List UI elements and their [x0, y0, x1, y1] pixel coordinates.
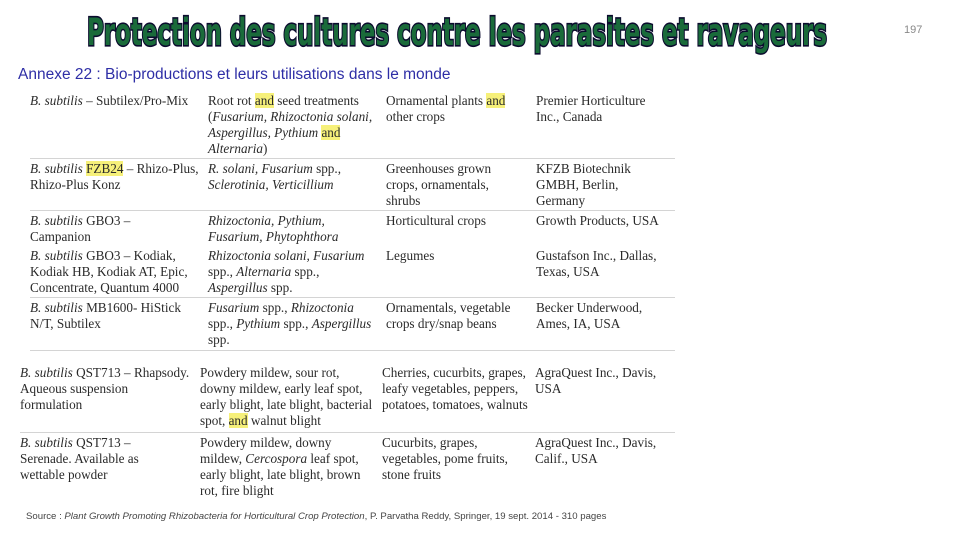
cell-text: Rhizoctonia, Pythium, Fusarium, Phytophthora: [208, 213, 339, 244]
disease-cell: [200, 365, 375, 429]
disease-cell: [208, 161, 380, 193]
row-divider: [30, 158, 675, 159]
cell-text: GBO3 – Campanion: [30, 213, 131, 244]
company-cell: [536, 300, 675, 332]
crop-cell: [386, 300, 534, 332]
source-book-title: Plant Growth Promoting Rhizobacteria for Horticultural Crop Protection: [64, 511, 365, 522]
cell-text: spp.,: [208, 264, 237, 279]
cell-text: Fusarium: [208, 300, 260, 315]
slide-title: [82, 4, 832, 56]
organism-cell: [30, 248, 198, 296]
highlighted-text: and: [486, 93, 506, 108]
company-cell: [535, 435, 675, 467]
crop-cell: [386, 93, 534, 125]
source-prefix: Source :: [26, 511, 65, 522]
cell-text: walnut blight: [247, 413, 321, 428]
cell-text: AgraQuest Inc., Davis, USA: [535, 365, 657, 396]
cell-text: Greenhouses grown crops, ornamentals, shrubs: [386, 161, 492, 208]
organism-cell: [30, 93, 200, 109]
cell-text: spp.: [208, 332, 230, 347]
cell-text: Legumes: [386, 248, 435, 263]
cell-text: spp.,: [208, 316, 237, 331]
cell-text: leaf spot, early blight, late blight, brown rot, fire blight: [200, 451, 361, 498]
cell-text: Pythium: [236, 316, 281, 331]
highlighted-text: and: [321, 125, 341, 140]
cell-text: ): [262, 141, 268, 156]
organism-cell: [30, 161, 200, 193]
cell-text: spp.: [267, 280, 293, 295]
cell-text: B. subtilis: [30, 213, 83, 228]
cell-text: QST713 – Rhapsody. Aqueous suspension formulation: [20, 365, 190, 412]
cell-text: Powdery mildew, sour rot, downy mildew, early leaf spot, early blight, late blight, bacterial spot,: [200, 365, 373, 428]
products-table-1: [30, 93, 675, 351]
crop-cell: [386, 213, 534, 229]
cell-text: Alternaria: [208, 141, 263, 156]
cell-text: Cucurbits, grapes, vegetables, pome fruits, stone fruits: [382, 435, 508, 482]
cell-text: MB1600- HiStick N/T, Subtilex: [30, 300, 181, 331]
row-divider: [30, 297, 675, 298]
cell-text: Fusarium, Rhizoctonia solani, Aspergillus, Pythium: [208, 109, 373, 140]
source-details: , P. Parvatha Reddy, Springer, 19 sept. 2014 - 310 pages: [364, 511, 607, 522]
highlighted-text: FZB24: [86, 161, 124, 176]
cell-text: Premier Horticulture Inc., Canada: [536, 93, 646, 124]
cell-text: Powdery mildew, downy mildew,: [200, 435, 332, 466]
cell-text: Root rot: [208, 93, 255, 108]
organism-cell: [30, 213, 190, 245]
cell-text: Aspergillus: [208, 280, 268, 295]
source-citation: [26, 511, 606, 522]
cell-text: B. subtilis: [30, 300, 83, 315]
cell-text: Rhizoctonia solani, Fusarium: [208, 248, 365, 263]
cell-text: B. subtilis: [30, 248, 83, 263]
organism-cell: [30, 300, 200, 332]
cell-text: Cherries, cucurbits, grapes, leafy vegetables, peppers, potatoes, tomatoes, walnuts: [382, 365, 528, 412]
cell-text: seed treatments (: [208, 93, 359, 124]
cell-text: Horticultural crops: [386, 213, 486, 228]
cell-text: Becker Underwood, Ames, IA, USA: [536, 300, 643, 331]
company-cell: [536, 213, 675, 229]
cell-text: Ornamentals, vegetable crops dry/snap beans: [386, 300, 511, 331]
cell-text: Aspergillus: [311, 316, 372, 331]
crop-cell: [382, 365, 528, 413]
products-table-2: [20, 365, 675, 500]
company-cell: [536, 93, 670, 125]
cell-text: B. subtilis: [20, 365, 73, 380]
cell-text: Gustafson Inc., Dallas, Texas, USA: [536, 248, 657, 279]
page-number: 197: [904, 24, 923, 36]
cell-text: Cercospora: [245, 451, 308, 466]
highlighted-text: and: [254, 93, 274, 108]
organism-cell: [20, 365, 190, 413]
cell-text: Sclerotinia, Verticillium: [208, 177, 334, 192]
cell-text: GBO3 – Kodiak, Kodiak HB, Kodiak AT, Epic, Concentrate, Quantum 4000: [30, 248, 188, 295]
cell-text: KFZB Biotechnik GMBH, Berlin, Germany: [536, 161, 631, 208]
cell-text: AgraQuest Inc., Davis, Calif., USA: [535, 435, 657, 466]
company-cell: [536, 161, 664, 209]
cell-text: spp.,: [259, 300, 291, 315]
disease-cell: [208, 300, 380, 348]
organism-cell: [20, 435, 170, 483]
cell-text: QST713 – Serenade. Available as wettable powder: [20, 435, 139, 482]
disease-cell: [208, 248, 380, 296]
disease-cell: [200, 435, 375, 499]
subtitle: Annexe 22 : Bio-productions et leurs utilisations dans le monde: [18, 66, 451, 83]
cell-text: Growth Products, USA: [536, 213, 659, 228]
cell-text: R. solani, Fusarium: [208, 161, 313, 176]
crop-cell: [382, 435, 528, 483]
cell-text: spp.,: [312, 161, 341, 176]
cell-text: B. subtilis: [30, 161, 83, 176]
company-cell: [535, 365, 675, 397]
cell-text: – Rhizo-Plus, Rhizo-Plus Konz: [30, 161, 199, 192]
row-divider: [30, 210, 675, 211]
highlighted-text: and: [228, 413, 248, 428]
cell-text: – Subtilex/Pro-Mix: [82, 93, 189, 108]
row-divider: [20, 432, 675, 433]
crop-cell: [386, 248, 534, 264]
cell-text: spp.,: [291, 264, 320, 279]
cell-text: Ornamental plants: [386, 93, 487, 108]
cell-text: B. subtilis: [30, 93, 83, 108]
crop-cell: [386, 161, 520, 209]
disease-cell: [208, 213, 368, 245]
cell-text: Alternaria: [236, 264, 292, 279]
cell-text: B. subtilis: [20, 435, 73, 450]
slide-title-text: Protection des cultures contre les parasites et ravageurs: [87, 11, 827, 54]
row-divider: [30, 350, 675, 351]
disease-cell: [208, 93, 380, 157]
cell-text: Rhizoctonia: [290, 300, 354, 315]
cell-text: spp.,: [280, 316, 312, 331]
company-cell: [536, 248, 675, 280]
cell-text: other crops: [386, 109, 445, 124]
